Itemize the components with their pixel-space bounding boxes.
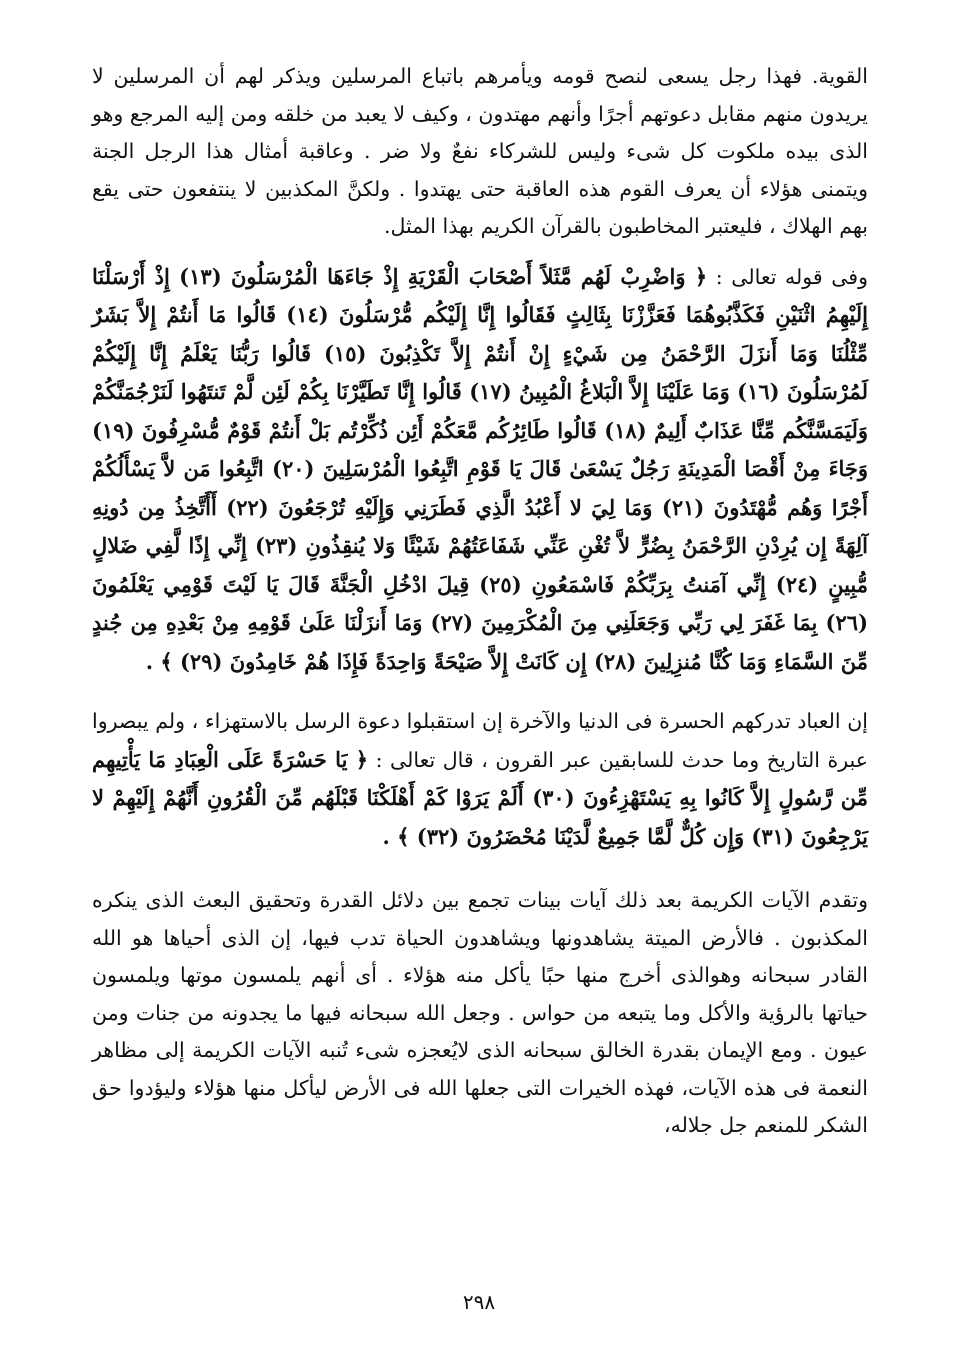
paragraph-closing: وتقدم الآيات الكريمة بعد ذلك آيات بينات تجمع بين دلائل القدرة وتحقيق البعث الذى ينكره المكذبون . فالأرض الميتة يشاهدونها ويشاهدون الحياة تدب فيها، إن الذى أحياها هو الله القادر سبحانه وهوالذى أخرج منها حبًا يأكل منه هؤلاء . أى أنهم يلمسون موتها ويلمسون حياتها بالرؤية والأكل وما يتبعه من حواس . وجعل الله سبحانه فيها ما يجدونه من جنات ومن عيون . ومع الإيمان بقدرة الخالق سبحانه الذى لايُعجزه شىء تُنبه الآيات الكريمة إلى مظاهر النعمة فى هذه الآيات، فهذه الخيرات التى جعلها الله فى الأرض ليأكل منها هؤلاء وليؤدوا حق الشكر للمنعم جل جلاله، [92, 888, 868, 1137]
paragraph-intro: القوية. فهذا رجل يسعى لنصح قومه ويأمرهم باتباع المرسلين ويذكر لهم أن المرسلين لا يريدون منهم مقابل دعوتهم أجرًا وأنهم مهتدون ، وكيف لا يعبد من خلقه ومن إليه المرجع وهو الذى بيده ملكوت كل شىء وليس للشركاء نفعٌ ولا ضر . وعاقبة أمثال هذا الرجل الجنة ويتمنى هؤلاء أن يعرف القوم هذه العاقبة حتى يهتدوا . ولكنَّ المكذبين لا ينتفعون حتى يقع بهم الهلاك ، فليعتبر المخاطبون بالقرآن الكريم بهذا المثل. [92, 64, 868, 238]
quran-quote: ﴿ يَا حَسْرَةً عَلَى الْعِبَادِ مَا يَأْتِيهِم مِّن رَّسُولٍ إِلاَّ كَانُوا بِهِ يَسْتَهْزِءُونَ (٣٠) أَلَمْ يَرَوْا كَمْ أَهْلَكْنَا قَبْلَهُم مِّنَ الْقُرُونِ أَنَّهُمْ إِلَيْهِمْ لا يَرْجِعُونَ (٣١) وَإِن كُلٌّ لَّمَّا جَمِيعٌ لَّدَيْنَا مُحْضَرُونَ (٣٢) ﴾ . [92, 746, 868, 849]
page-number: ٢٩٨ [462, 1290, 496, 1314]
quran-quote: ﴿ وَاضْرِبْ لَهُم مَّثَلاً أَصْحَابَ الْقَرْيَةِ إِذْ جَاءَهَا الْمُرْسَلُونَ (١٣) إِذْ أَرْسَلْنَا إِلَيْهِمُ اثْنَيْنِ فَكَذَّبُوهُمَا فَعَزَّزْنَا بِثَالِثٍ فَقَالُوا إِنَّا إِلَيْكُم مُّرْسَلُونَ (١٤) قَالُوا مَا أَنتُمْ إِلاَّ بَشَرٌ مِّثْلُنَا وَمَا أَنزَلَ الرَّحْمَنُ مِن شَيْءٍ إِنْ أَنتُمْ إِلاَّ تَكْذِبُونَ (١٥) قَالُوا رَبُّنَا يَعْلَمُ إِنَّا إِلَيْكُمْ لَمُرْسَلُونَ (١٦) وَمَا عَلَيْنَا إِلاَّ الْبَلاغُ الْمُبِينُ (١٧) قَالُوا إِنَّا تَطَيَّرْنَا بِكُمْ لَئِن لَّمْ تَنتَهُوا لَنَرْجُمَنَّكُمْ وَلَيَمَسَّنَّكُم مِّنَّا عَذَابٌ أَلِيمٌ (١٨) قَالُوا طَائِرُكُم مَّعَكُمْ أَئِن ذُكِّرْتُم بَلْ أَنتُمْ قَوْمٌ مُّسْرِفُونَ (١٩) وَجَاءَ مِنْ أَقْصَا الْمَدِينَةِ رَجُلٌ يَسْعَىٰ قَالَ يَا قَوْمِ اتَّبِعُوا الْمُرْسَلِينَ (٢٠) اتَّبِعُوا مَن لاَّ يَسْأَلُكُمْ أَجْرًا وَهُم مُّهْتَدُونَ (٢١) وَمَا لِيَ لا أَعْبُدُ الَّذِي فَطَرَنِي وَإِلَيْهِ تُرْجَعُونَ (٢٢) أَأَتَّخِذُ مِن دُونِهِ آلِهَةً إِن يُرِدْنِ الرَّحْمَنُ بِضُرٍّ لاَّ تُغْنِ عَنِّي شَفَاعَتُهُمْ شَيْئًا وَلا يُنقِذُونِ (٢٣) إِنِّي إِذًا لَّفِي ضَلالٍ مُّبِينٍ (٢٤) إِنِّي آمَنتُ بِرَبِّكُمْ فَاسْمَعُونِ (٢٥) قِيلَ ادْخُلِ الْجَنَّةَ قَالَ يَا لَيْتَ قَوْمِي يَعْلَمُونَ (٢٦) بِمَا غَفَرَ لِي رَبِّي وَجَعَلَنِي مِنَ الْمُكْرَمِينَ (٢٧) وَمَا أَنزَلْنَا عَلَىٰ قَوْمِهِ مِنْ بَعْدِهِ مِن جُندٍ مِّنَ السَّمَاءِ وَمَا كُنَّا مُنزِلِينَ (٢٨) إِن كَانَتْ إِلاَّ صَيْحَةً وَاحِدَةً فَإِذَا هُمْ خَامِدُونَ (٢٩) ﴾ . [92, 263, 869, 674]
paragraph-verses-surah-yasin-30-32 [92, 703, 868, 856]
verse-lead-in: إن العباد تدركهم الحسرة فى الدنيا والآخرة إن استقبلوا دعوة الرسل بالاستهزاء ، ولم يبصروا عبرة التاريخ وما حدث للسابقين عبر القرون ، قال تعالى : [92, 709, 868, 772]
verse-lead-in: وفى قوله تعالى : [715, 264, 868, 289]
paragraph-verses-surah-yasin-13-29 [92, 258, 868, 682]
book-page [92, 58, 868, 1145]
